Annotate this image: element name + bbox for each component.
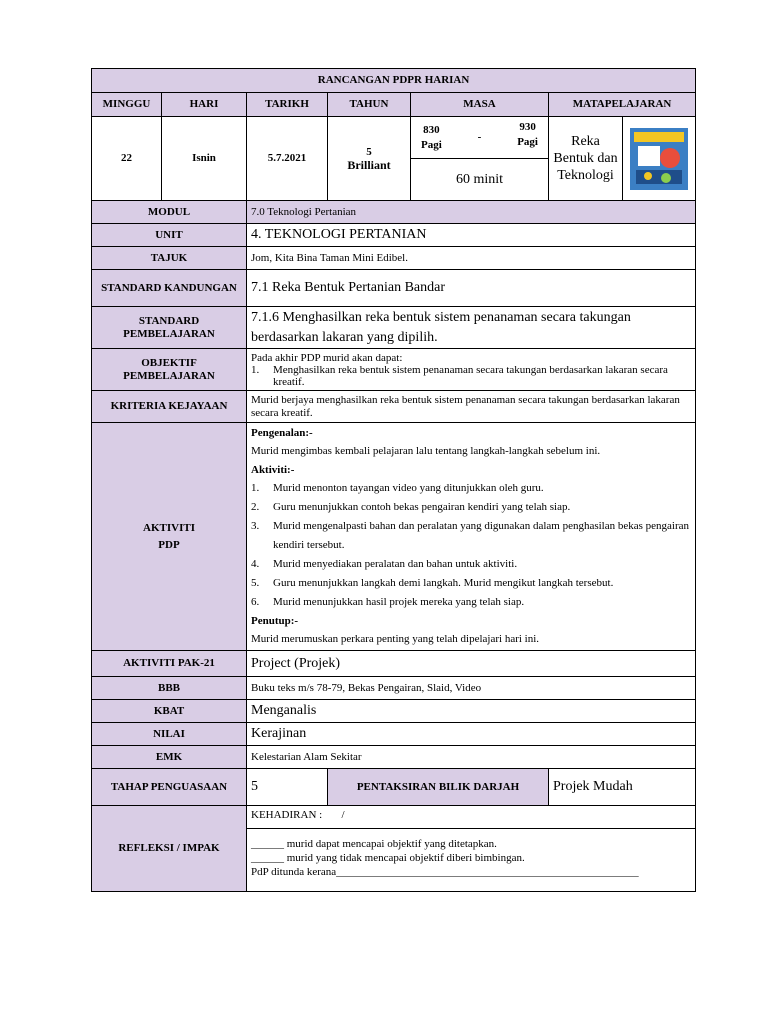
sp-label: STANDARD PEMBELAJARAN [92,307,247,349]
aktiviti-item [251,479,691,498]
masa-end-ampm: Pagi [517,135,538,148]
emk-value: Kelestarian Alam Sekitar [247,746,696,769]
plan-title: RANCANGAN PDPR HARIAN [92,69,696,93]
aktiviti-item [251,498,691,517]
aktiviti-content [247,423,696,651]
aktiviti-item [251,593,691,612]
pbd-value: Projek Mudah [549,769,696,806]
minggu-value: 22 [92,117,162,201]
sk-value: 7.1 Reka Bentuk Pertanian Bandar [247,270,696,307]
aktiviti-item-num: 1. [251,482,260,494]
obj-item-text: Menghasilkan reka bentuk sistem penanaman secara takungan berdasarkan lakaran secara kreatif. [273,363,668,388]
masa-time [411,117,549,159]
pengenalan-text: Murid mengimbas kembali pelajaran lalu tentang langkah-langkah sebelum ini. [251,445,601,457]
tarikh-value: 5.7.2021 [247,117,328,201]
nilai-value: Kerajinan [247,723,696,746]
pengenalan-title: Pengenalan:- [251,427,313,439]
refleksi-content [247,829,696,892]
penutup-title: Penutup:- [251,615,299,627]
tahap-label: TAHAP PENGUASAAN [92,769,247,806]
pak-value: Project (Projek) [247,651,696,677]
header-masa: MASA [411,93,549,117]
nilai-label: NILAI [92,723,247,746]
refleksi-line-1: ______ murid dapat mencapai objektif yang ditetapkan. [251,838,497,850]
obj-item-num: 1. [251,363,260,376]
obj-item [251,364,691,388]
aktiviti-item-text: Murid mengenalpasti bahan dan peralatan yang digunakan dalam penghasilan bekas pengairan kendiri tersebut. [273,520,690,551]
tajuk-label: TAJUK [92,247,247,270]
refleksi-line-3: PdP ditunda kerana_______________________________________________________ [251,866,639,878]
aktiviti-item-text: Murid menonton tayangan video yang ditunjukkan oleh guru. [273,482,544,494]
modul-value: 7.0 Teknologi Pertanian [247,201,696,224]
aktiviti-title: Aktiviti:- [251,464,295,476]
aktiviti-item-num: 4. [251,558,260,570]
tahun-number: 5 [366,145,372,158]
tajuk-value: Jom, Kita Bina Taman Mini Edibel. [247,247,696,270]
subject-value: Reka Bentuk dan Teknologi [549,117,623,201]
aktiviti-label-line1: AKTIVITI [143,521,195,534]
aktiviti-list [251,479,691,612]
aktiviti-item-num: 5. [251,577,260,589]
bbb-value: Buku teks m/s 78-79, Bekas Pengairan, Slaid, Video [247,677,696,700]
aktiviti-item-text: Guru menunjukkan contoh bekas pengairan kendiri yang telah siap. [273,501,571,513]
lesson-plan-sheet [91,68,695,892]
masa-end: 930 [519,120,536,133]
refleksi-line-2: ______ murid yang tidak mencapai objektif diberi bimbingan. [251,852,525,864]
aktiviti-label-line2: PDP [158,538,180,551]
sp-value: 7.1.6 Menghasilkan reka bentuk sistem penanaman secara takungan berdasarkan lakaran yang dipilih. [247,307,696,349]
obj-label: OBJEKTIF PEMBELAJARAN [92,349,247,391]
aktiviti-item [251,555,691,574]
masa-duration: 60 minit [411,159,549,201]
header-tarikh: TARIKH [247,93,328,117]
pbd-label: PENTAKSIRAN BILIK DARJAH [328,769,549,806]
masa-start: 830 [423,123,440,136]
kbat-value: Menganalis [247,700,696,723]
pak-label: AKTIVITI PAK-21 [92,651,247,677]
aktiviti-item-num: 3. [251,520,260,532]
modul-label: MODUL [92,201,247,224]
kehadiran-value: KEHADIRAN : / [247,806,696,829]
tahun-value [328,117,411,201]
unit-value: 4. TEKNOLOGI PERTANIAN [247,224,696,247]
lesson-plan-table [91,68,696,892]
hari-value: Isnin [162,117,247,201]
kk-label: KRITERIA KEJAYAAN [92,391,247,423]
aktiviti-label [92,423,247,651]
penutup-text: Murid merumuskan perkara penting yang telah dipelajari hari ini. [251,633,540,645]
header-tahun: TAHUN [328,93,411,117]
obj-intro: Pada akhir PDP murid akan dapat: [251,351,403,364]
obj-cell [247,349,696,391]
aktiviti-item-num: 6. [251,596,260,608]
kbat-label: KBAT [92,700,247,723]
aktiviti-item-text: Murid menunjukkan hasil projek mereka yang telah siap. [273,596,525,608]
masa-dash: - [477,131,482,143]
tahap-value: 5 [247,769,328,806]
tahun-class: Brilliant [347,157,391,172]
unit-label: UNIT [92,224,247,247]
sk-label: STANDARD KANDUNGAN [92,270,247,307]
bbb-label: BBB [92,677,247,700]
refleksi-label: REFLEKSI / IMPAK [92,806,247,892]
aktiviti-item [251,574,691,593]
textbook-cover-image [630,128,688,190]
aktiviti-item-text: Guru menunjukkan langkah demi langkah. Murid mengikut langkah tersebut. [273,577,614,589]
kk-value: Murid berjaya menghasilkan reka bentuk sistem penanaman secara takungan berdasarkan lakaran secara kreatif. [247,391,696,423]
header-matapelajaran: MATAPELAJARAN [549,93,696,117]
header-minggu: MINGGU [92,93,162,117]
aktiviti-item-num: 2. [251,501,260,513]
aktiviti-item [251,517,691,555]
masa-start-ampm: Pagi [421,138,442,151]
header-hari: HARI [162,93,247,117]
emk-label: EMK [92,746,247,769]
textbook-cover-cell [623,117,696,201]
aktiviti-item-text: Murid menyediakan peralatan dan bahan untuk aktiviti. [273,558,518,570]
